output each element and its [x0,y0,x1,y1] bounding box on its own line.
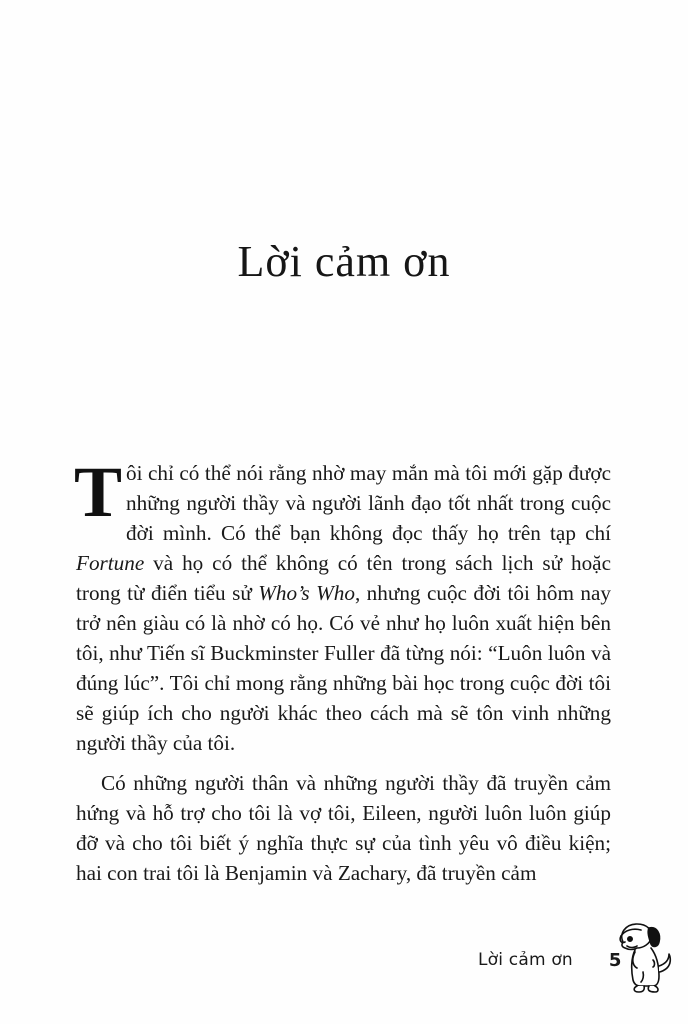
body-text [74,452,612,888]
chapter-title: Lời cảm ơn [237,237,451,286]
text-segment: , nhưng cuộc đời tôi hôm nay trở nên giàu có là nhờ có họ. Có vẻ như họ luôn xuất hiện bên tôi, như Tiến sĩ Buckminster Fuller đã từng nói: “Luôn luôn và đúng lúc”. Tôi chỉ mong rằng những bài học trong cuộc đời tôi sẽ giúp ích cho người khác theo cách mà sẽ tôn vinh những người thầy của tôi. [76,581,612,755]
running-title: Lời cảm ơn [478,950,573,970]
text-segment: và họ có thể không có tên trong sách lịch sử hoặc trong từ điển tiểu sử [76,551,611,605]
text-segment: ôi chỉ có thể nói rằng nhờ may mắn mà tôi mới gặp được những người thầy và người lãnh đạo tốt nhất trong cuộc đời mình. Có thể bạn không đọc thấy họ trên tạp chí [126,461,611,545]
paragraph-2: Có những người thân và những người thầy đã truyền cảm hứng và hỗ trợ cho tôi là vợ tôi, Eileen, người luôn luôn giúp đỡ và cho tôi biết ý nghĩa thực sự của tình yêu vô điều kiện; hai con trai tôi là Benjamin và Zachary, đã truyền cảm [76,771,611,885]
page-number: 5 [608,949,622,971]
magazine-title-fortune: Fortune [76,551,145,575]
cartoon-dog-icon [613,920,675,994]
page-footer [478,946,621,974]
drop-cap: T [74,452,123,532]
paragraph-1 [74,452,612,758]
book-title-whos-who: Who’s Who [258,581,355,605]
